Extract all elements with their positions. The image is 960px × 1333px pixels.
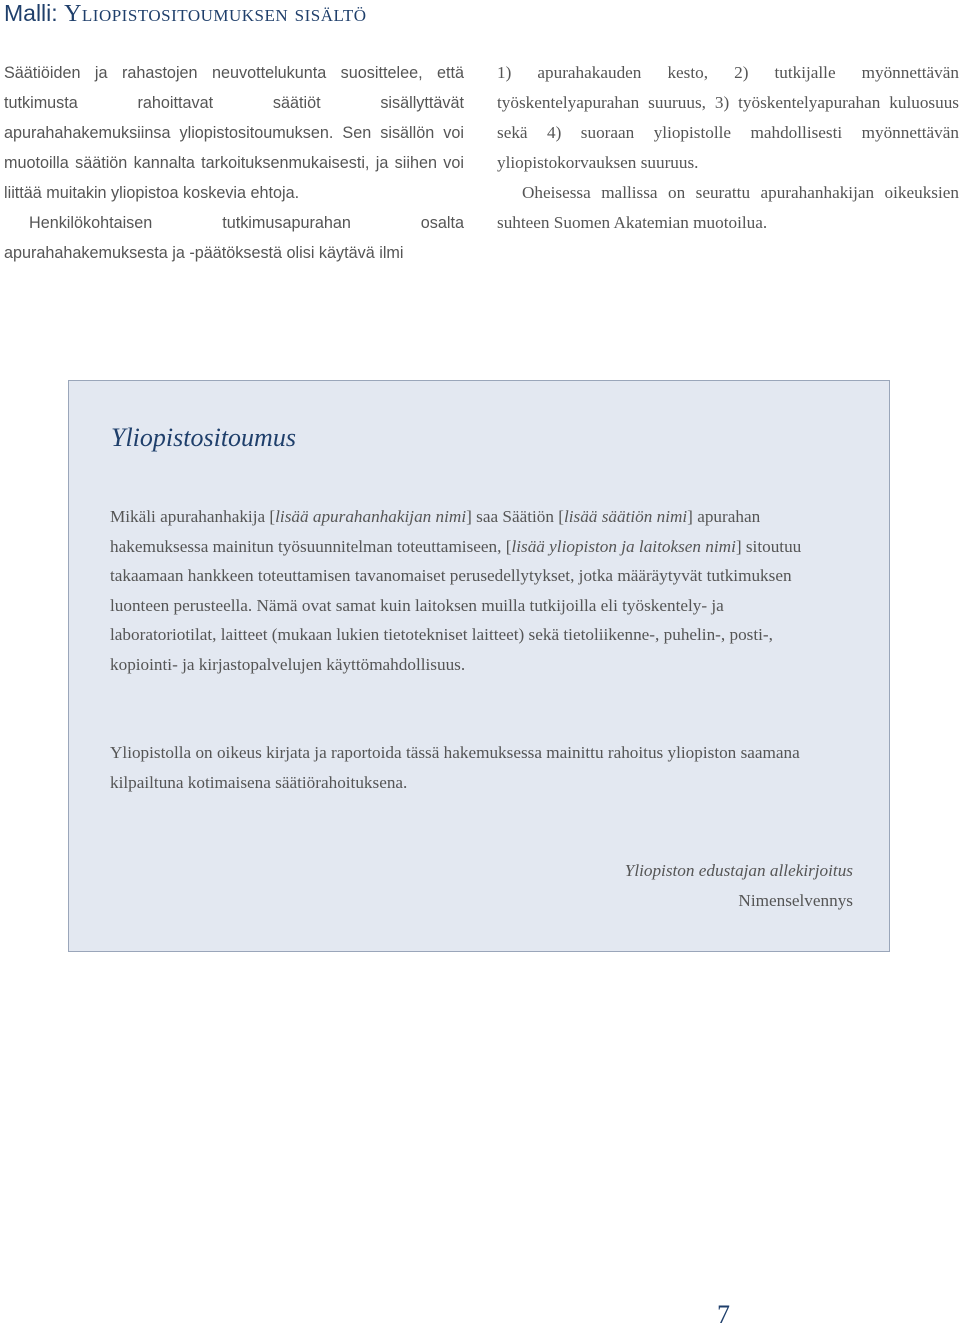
placeholder-foundation-name: lisää säätiön nimi: [563, 507, 688, 526]
form-text: ] sitoutuu takaamaan hankkeen toteuttamisen tavanomaiset perusedellytykset, jotka määräytyvät tutkimuksen luonteen perusteella. Nämä ovat samat kuin laitoksen muilla tutkijoilla eli työskentely- ja laboratoriotilat, laitteet (mukaan lukien tietotekniset laitteet) sekä tietoliikenne-, puhelin-, posti-, kopiointi- ja kirjastopalvelujen käyttömahdollisuus.: [110, 536, 802, 674]
page-number: 7: [717, 1300, 730, 1329]
page-title: [4, 0, 367, 28]
intro-left-column: [4, 58, 464, 268]
placeholder-applicant-name: lisää apurahanhakijan nimi: [275, 507, 467, 526]
form-paragraph: [110, 502, 810, 680]
form-text: ] apurahan hakemuksessa mainitun työsuunnitelman toteuttamiseen, [: [110, 507, 761, 556]
signature-block: [625, 856, 853, 915]
form-text: ] saa Säätiön [: [466, 507, 564, 526]
form-paragraph: Yliopistolla on oikeus kirjata ja raportoida tässä hakemuksessa mainittu rahoitus yliopiston saamana kilpailtuna kotimaisena säätiörahoituksena.: [110, 743, 800, 792]
title-prefix: Malli:: [4, 0, 65, 26]
signature-label: Yliopiston edustajan allekirjoitus: [624, 861, 853, 880]
form-heading: Yliopistositoumus: [111, 423, 296, 452]
name-clarification-label: Nimenselvennys: [738, 890, 853, 910]
title-text: Yliopistositoumuksen sisältö: [64, 1, 367, 27]
intro-paragraph: 1) apurahakauden kesto, 2) tutkijalle myönnettävän työskentelyapurahan suuruus, 3) työskentelyapurahan kuluosuus sekä 4) suoraan yliopistolle mahdollisesti myönnettävän yliopistokorvauksen suuruus.: [497, 63, 959, 172]
intro-paragraph: Henkilökohtaisen tutkimusapurahan osalta apurahahakemuksesta ja -päätöksestä olisi käytävä ilmi: [4, 214, 464, 262]
form-text: Mikäli apurahanhakija [: [110, 507, 276, 526]
intro-paragraph: Säätiöiden ja rahastojen neuvottelukunta suosittelee, että tutkimusta rahoittavat säätiöt sisällyttävät apurahahakemuksiinsa yliopistositoumuksen. Sen sisällön voi muotoilla säätiön kannalta tarkoituksenmukaisesti, ja siihen voi liittää muitakin yliopistoa koskevia ehtoja.: [4, 64, 464, 202]
commitment-form-box: [68, 380, 890, 952]
intro-right-column: [497, 58, 959, 238]
intro-paragraph: Oheisessa mallissa on seurattu apurahanhakijan oikeuksien suhteen Suomen Akatemian muotoilua.: [497, 183, 959, 232]
placeholder-university-name: lisää yliopiston ja laitoksen nimi: [511, 536, 736, 556]
